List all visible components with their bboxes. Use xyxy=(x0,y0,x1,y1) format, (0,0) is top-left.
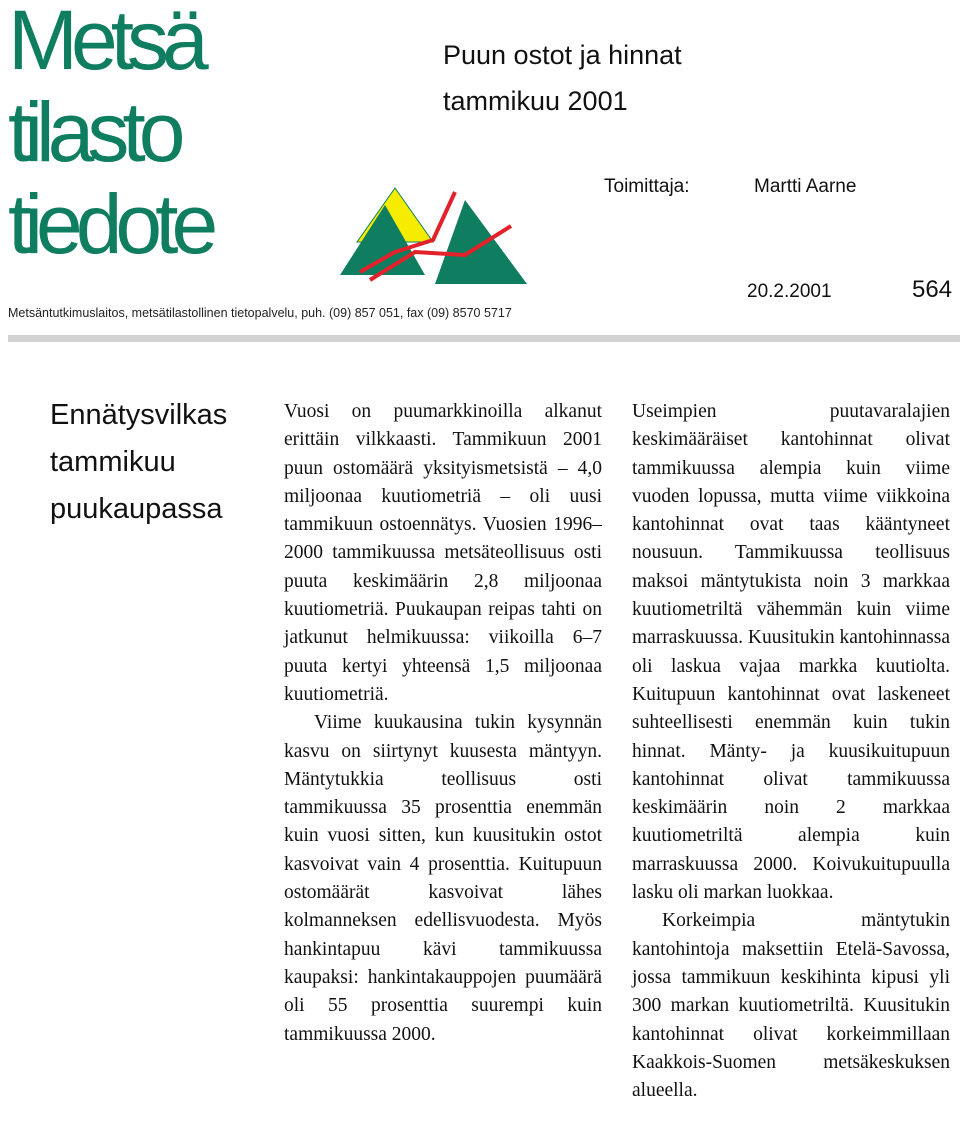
issue-number: 564 xyxy=(912,276,953,303)
masthead-logotype xyxy=(8,0,211,270)
column-2-paragraph-2: Korkeimpia mäntytukin kantohintoja maksettiin Etelä-Savossa, jossa tammikuun keskihinta kipusi yli 300 markan kuutiometriltä. Kuusitukin kantohinnat olivat korkeimmillaan Kaakkois-Suomen metsäkeskuksen alueella. xyxy=(632,910,950,1102)
masthead-line-3: tiedote xyxy=(8,177,212,271)
forest-triangles-logo-icon xyxy=(335,180,535,290)
publication-date: 20.2.2001 xyxy=(747,281,832,302)
contact-info: Metsäntutkimuslaitos, metsätilastollinen tietopalvelu, puh. (09) 857 051, fax (09) 8570 5717 xyxy=(8,306,512,320)
masthead-line-2: tilasto xyxy=(8,85,179,179)
title-line-1: Puun ostot ja hinnat xyxy=(443,40,682,70)
headline-line-1: Ennätysvilkas xyxy=(50,399,228,431)
article-column-2 xyxy=(632,398,950,1105)
column-1-paragraph-2: Viime kuukausina tukin kysynnän kasvu on siirtynyt kuusesta mäntyyn. Mäntytukkia teollisuus osti tammikuussa 35 prosenttia enemmän kuin vuosi sitten, kun kuusitukin ostot kasvoivat vain 4 prosenttia. Kuitupuun ostomäärät kasvoivat lähes kolmanneksen edellisvuodesta. Myös hankintapuu kävi tammikuussa kaupaksi: hankintakauppojen puumäärä oli 55 prosenttia suurempi kuin tammikuussa 2000. xyxy=(284,712,602,1045)
title-line-2: tammikuu 2001 xyxy=(443,86,628,116)
column-1-paragraph-1: Vuosi on puumarkkinoilla alkanut erittäin vilkkaasti. Tammikuun 2001 puun ostomäärä yksityismetsistä – 4,0 miljoonaa kuutiometriä – oli uusi tammikuun ostoennätys. Vuosien 1996–2000 tammikuussa metsäteollisuus osti puuta keskimäärin 2,8 miljoonaa kuutiometriä. Puukaupan reipas tahti on jatkunut helmikuussa: viikoilla 6–7 puuta kertyi yhteensä 1,5 miljoonaa kuutiometriä. xyxy=(284,401,602,705)
masthead-line-1: Metsä xyxy=(8,0,202,87)
column-2-paragraph-1: Useimpien puutavaralajien keskimääräiset kantohinnat olivat tammikuussa alempia kuin viime vuoden lopussa, mutta viime viikkoina kantohinnat ovat taas kääntyneet nousuun. Tammikuussa teollisuus maksoi mäntytukista noin 3 markkaa kuutiometriltä vähemmän kuin viime marraskuussa. Kuusitukin kantohinnassa oli laskua vajaa markka kuutiolta. Kuitupuun kantohinnat ovat laskeneet suhteellisesti enemmän kuin tukin hinnat. Mänty- ja kuusikuitupuun kantohinnat olivat tammikuussa keskimäärin noin 2 markkaa kuutiometriltä alempia kuin marraskuussa 2000. Koivukuitupuulla lasku oli markan luokkaa. xyxy=(632,401,950,904)
header-divider xyxy=(8,335,960,342)
article-headline xyxy=(50,392,250,533)
article-column-1 xyxy=(284,398,602,1049)
document-title xyxy=(443,32,682,124)
right-green-triangle xyxy=(435,200,527,284)
headline-line-3: puukaupassa xyxy=(50,493,223,525)
headline-line-2: tammikuu xyxy=(50,446,176,478)
editor-label: Toimittaja: xyxy=(604,176,690,197)
editor-name: Martti Aarne xyxy=(754,176,857,197)
